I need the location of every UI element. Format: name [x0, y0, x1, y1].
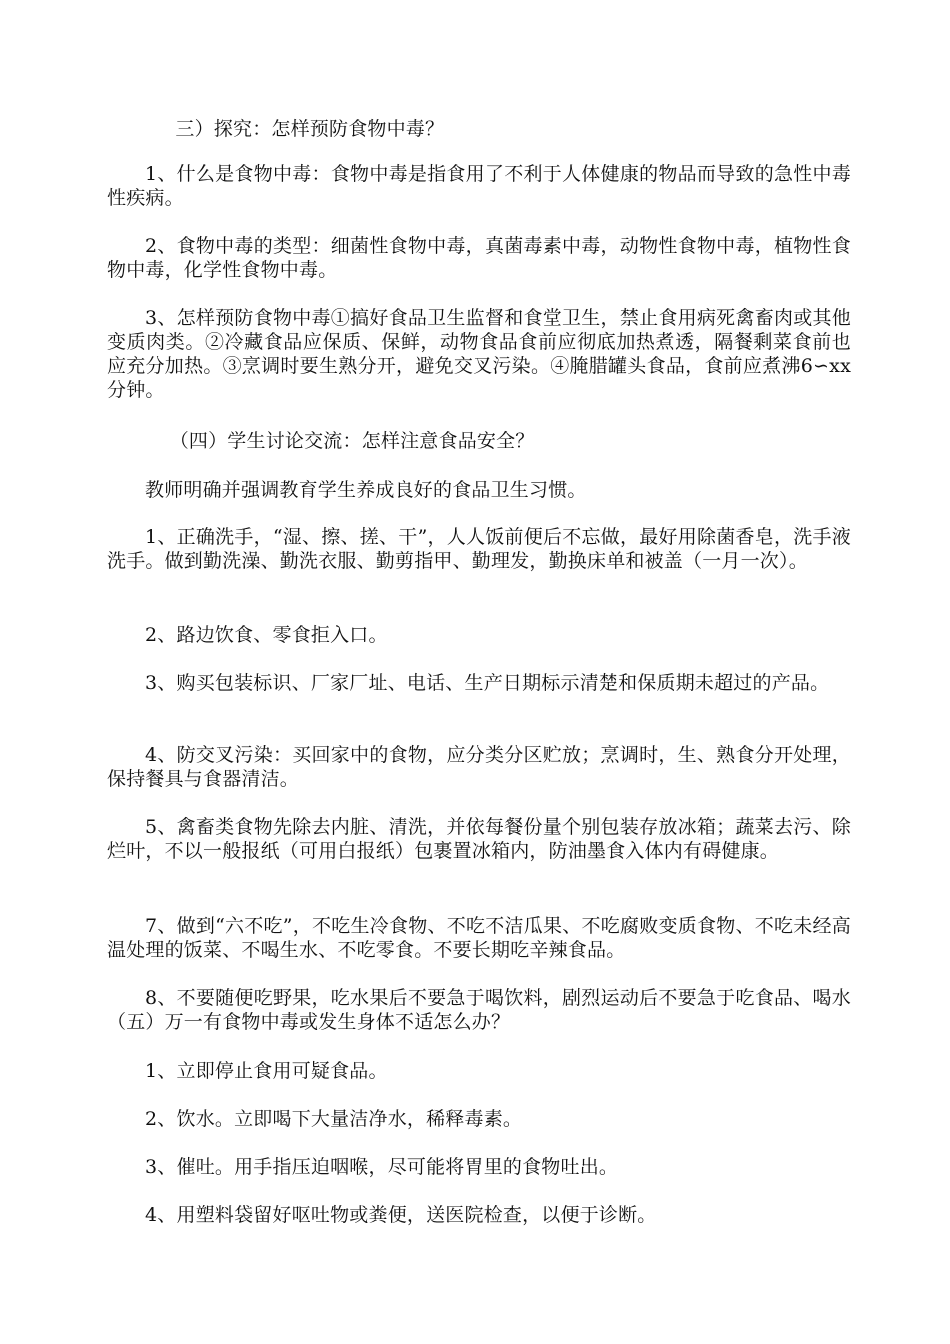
section-heading-prevention: 三）探究：怎样预防食物中毒？ — [175, 118, 445, 140]
paragraph-stop-eating: 1、立即停止食用可疑食品。 — [145, 1060, 388, 1082]
paragraph-types: 2、食物中毒的类型：细菌性食物中毒，真菌毒素中毒，动物性食物中毒，植物性食物中毒，化学性食物中毒。 — [107, 235, 851, 281]
paragraph-drink-water: 2、饮水。立即喝下大量洁净水，稀释毒素。 — [145, 1108, 523, 1130]
paragraph-cross-contamination: 4、防交叉污染：买回家中的食物，应分类分区贮放；烹调时，生、熟食分开处理，保持餐具与食器清洁。 — [107, 744, 851, 790]
paragraph-teacher-note: 教师明确并强调教育学生养成良好的食品卫生习惯。 — [145, 479, 587, 501]
paragraph-storage: 5、禽畜类食物先除去内脏、清洗，并依每餐份量个别包装存放冰箱；蔬菜去污、除烂叶，不以一般报纸（可用白报纸）包裹置冰箱内，防油墨食入体内有碍健康。 — [107, 816, 851, 862]
paragraph-wild-fruit: 8、不要随便吃野果，吃水果后不要急于喝饮料，剧烈运动后不要急于吃食品、喝水（五）万一有食物中毒或发生身体不适怎么办？ — [107, 987, 851, 1033]
paragraph-induce-vomiting: 3、催吐。用手指压迫咽喉，尽可能将胃里的食物吐出。 — [145, 1156, 619, 1178]
paragraph-handwashing: 1、正确洗手，“湿、擦、搓、干”，人人饭前便后不忘做，最好用除菌香皂，洗手液洗手。做到勤洗澡、勤洗衣服、勤剪指甲、勤理发，勤换床单和被盖（一月一次）。 — [107, 526, 851, 572]
paragraph-six-donts: 7、做到“六不吃”，不吃生冷食物、不吃不洁瓜果、不吃腐败变质食物、不吃未经高温处理的饭菜、不喝生水、不吃零食。不要长期吃辛辣食品。 — [107, 915, 851, 961]
paragraph-keep-sample: 4、用塑料袋留好呕吐物或粪便，送医院检查，以便于诊断。 — [145, 1204, 657, 1226]
paragraph-packaging: 3、购买包装标识、厂家厂址、电话、生产日期标示清楚和保质期未超过的产品。 — [145, 672, 830, 694]
paragraph-street-food: 2、路边饮食、零食拒入口。 — [145, 624, 388, 646]
paragraph-prevention-methods: 3、怎样预防食物中毒①搞好食品卫生监督和食堂卫生，禁止食用病死禽畜肉或其他变质肉类。②冷藏食品应保质、保鲜，动物食品食前应彻底加热煮透，隔餐剩菜食前也应充分加热。③烹调时要生熟分开，避免交叉污染。④腌腊罐头食品，食前应煮沸6∽xx分钟。 — [107, 307, 851, 401]
paragraph-definition: 1、什么是食物中毒：食物中毒是指食用了不利于人体健康的物品而导致的急性中毒性疾病。 — [107, 163, 851, 209]
section-heading-discussion: （四）学生讨论交流：怎样注意食品安全？ — [169, 430, 535, 452]
